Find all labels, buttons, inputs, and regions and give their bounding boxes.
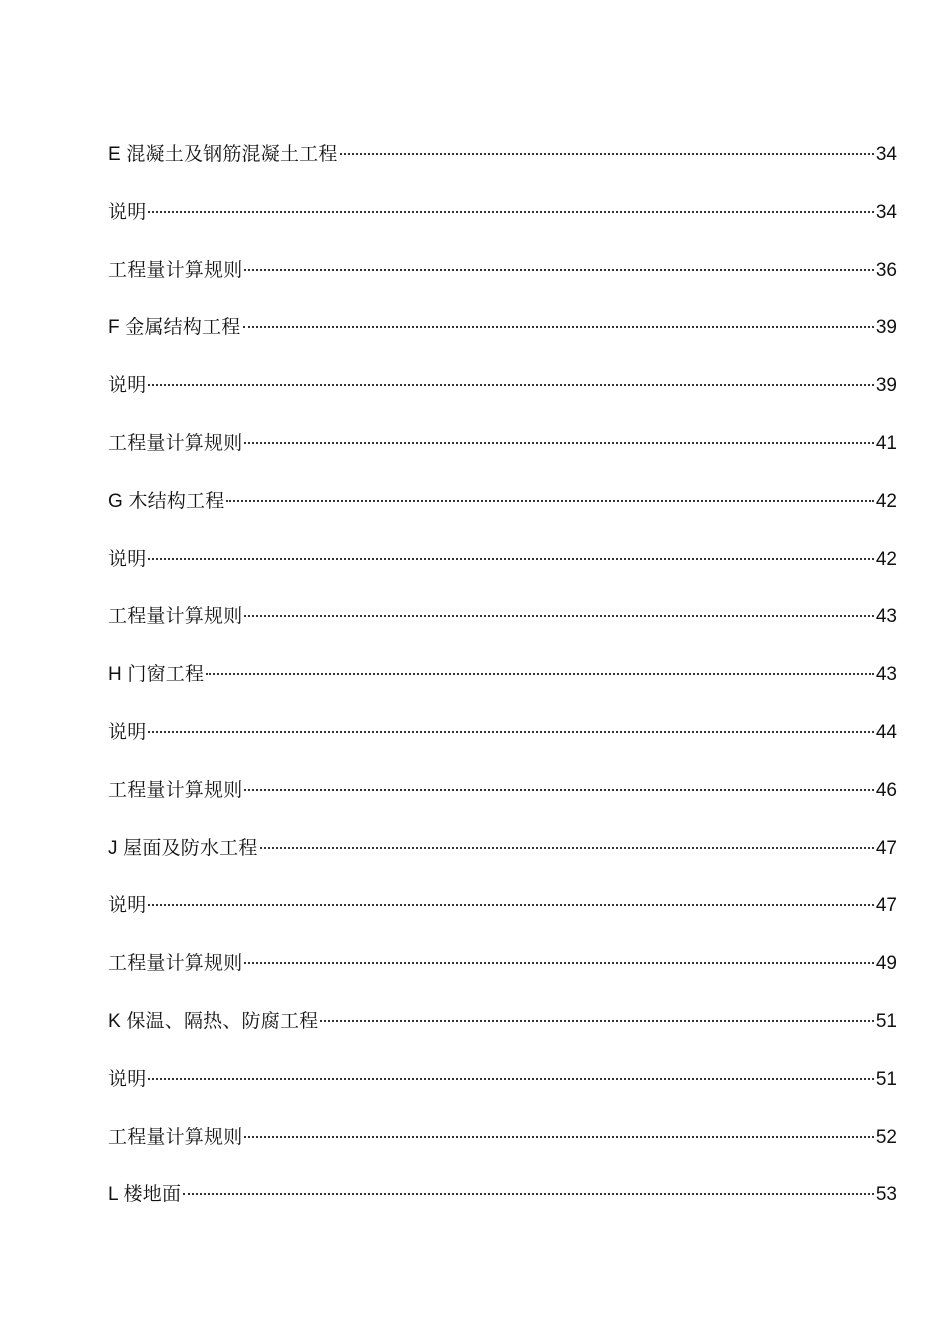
toc-dot-leader <box>243 326 874 328</box>
toc-entry-page: 34 <box>875 144 897 165</box>
toc-entry-page: 42 <box>875 548 897 570</box>
toc-entry-page: 47 <box>875 837 897 859</box>
toc-entry-title: G 木结构工程 <box>108 490 225 512</box>
toc-entry-title: E 混凝土及钢筋混凝土工程 <box>108 144 338 165</box>
toc-dot-leader <box>244 789 873 791</box>
toc-entry-title: 说明 <box>108 201 147 223</box>
toc-entry[interactable] <box>108 184 897 242</box>
toc-entry-page: 49 <box>875 953 897 975</box>
toc-entry-page: 51 <box>875 1068 897 1090</box>
toc-entry[interactable] <box>108 820 897 878</box>
table-of-contents <box>108 126 897 1224</box>
toc-dot-leader <box>244 962 873 964</box>
toc-dot-leader <box>244 615 873 617</box>
toc-entry-title: 工程量计算规则 <box>108 1126 243 1148</box>
toc-entry-title: 工程量计算规则 <box>108 259 243 281</box>
toc-dot-leader <box>148 211 873 213</box>
toc-entry-page: 52 <box>875 1126 897 1148</box>
toc-entry-title: 说明 <box>108 895 147 917</box>
toc-entry-page: 44 <box>875 721 897 743</box>
toc-entry[interactable] <box>108 473 897 531</box>
toc-entry-page: 41 <box>875 432 897 454</box>
toc-entry-page: 39 <box>875 317 897 339</box>
toc-dot-leader <box>148 731 873 733</box>
toc-entry[interactable] <box>108 762 897 820</box>
toc-entry-page: 46 <box>875 779 897 801</box>
toc-dot-leader <box>148 558 873 560</box>
toc-entry-title: F 金属结构工程 <box>108 317 241 339</box>
toc-dot-leader <box>183 1193 874 1195</box>
toc-entry-page: 42 <box>875 490 897 512</box>
toc-entry-page: 47 <box>875 895 897 917</box>
toc-entry-title: K 保温、隔热、防腐工程 <box>108 1010 319 1032</box>
toc-dot-leader <box>148 904 873 906</box>
toc-dot-leader <box>148 1078 873 1080</box>
toc-entry-title: 说明 <box>108 375 147 397</box>
toc-entry[interactable] <box>108 877 897 935</box>
toc-dot-leader <box>244 1136 873 1138</box>
toc-entry-page: 51 <box>875 1010 897 1032</box>
toc-entry[interactable] <box>108 1166 897 1224</box>
toc-entry-title: J 屋面及防水工程 <box>108 837 258 859</box>
toc-dot-leader <box>320 1020 874 1022</box>
toc-entry-title: H 门窗工程 <box>108 664 205 686</box>
toc-entry[interactable] <box>108 1109 897 1167</box>
toc-entry-page: 39 <box>875 375 897 397</box>
toc-dot-leader <box>206 673 874 675</box>
toc-entry[interactable] <box>108 1051 897 1109</box>
toc-dot-leader <box>340 153 874 155</box>
toc-entry-title: 工程量计算规则 <box>108 779 243 801</box>
toc-entry[interactable] <box>108 242 897 300</box>
toc-entry-page: 34 <box>875 201 897 223</box>
toc-entry[interactable] <box>108 935 897 993</box>
toc-dot-leader <box>244 442 873 444</box>
toc-entry-page: 36 <box>875 259 897 281</box>
toc-entry[interactable] <box>108 531 897 589</box>
toc-entry-title: L 楼地面 <box>108 1184 182 1206</box>
toc-entry-title: 说明 <box>108 548 147 570</box>
toc-entry[interactable] <box>108 126 897 184</box>
toc-entry[interactable] <box>108 646 897 704</box>
toc-dot-leader <box>244 269 873 271</box>
toc-entry[interactable] <box>108 993 897 1051</box>
toc-dot-leader <box>260 847 874 849</box>
toc-entry-title: 工程量计算规则 <box>108 953 243 975</box>
toc-entry-title: 工程量计算规则 <box>108 606 243 628</box>
toc-entry-title: 说明 <box>108 721 147 743</box>
toc-dot-leader <box>148 384 873 386</box>
toc-entry-page: 43 <box>875 664 897 686</box>
toc-entry-title: 说明 <box>108 1068 147 1090</box>
toc-entry[interactable] <box>108 357 897 415</box>
toc-entry[interactable] <box>108 415 897 473</box>
toc-entry-page: 53 <box>875 1184 897 1206</box>
toc-entry-page: 43 <box>875 606 897 628</box>
toc-entry-title: 工程量计算规则 <box>108 432 243 454</box>
toc-entry[interactable] <box>108 299 897 357</box>
toc-dot-leader <box>226 500 873 502</box>
toc-entry[interactable] <box>108 588 897 646</box>
toc-entry[interactable] <box>108 704 897 762</box>
